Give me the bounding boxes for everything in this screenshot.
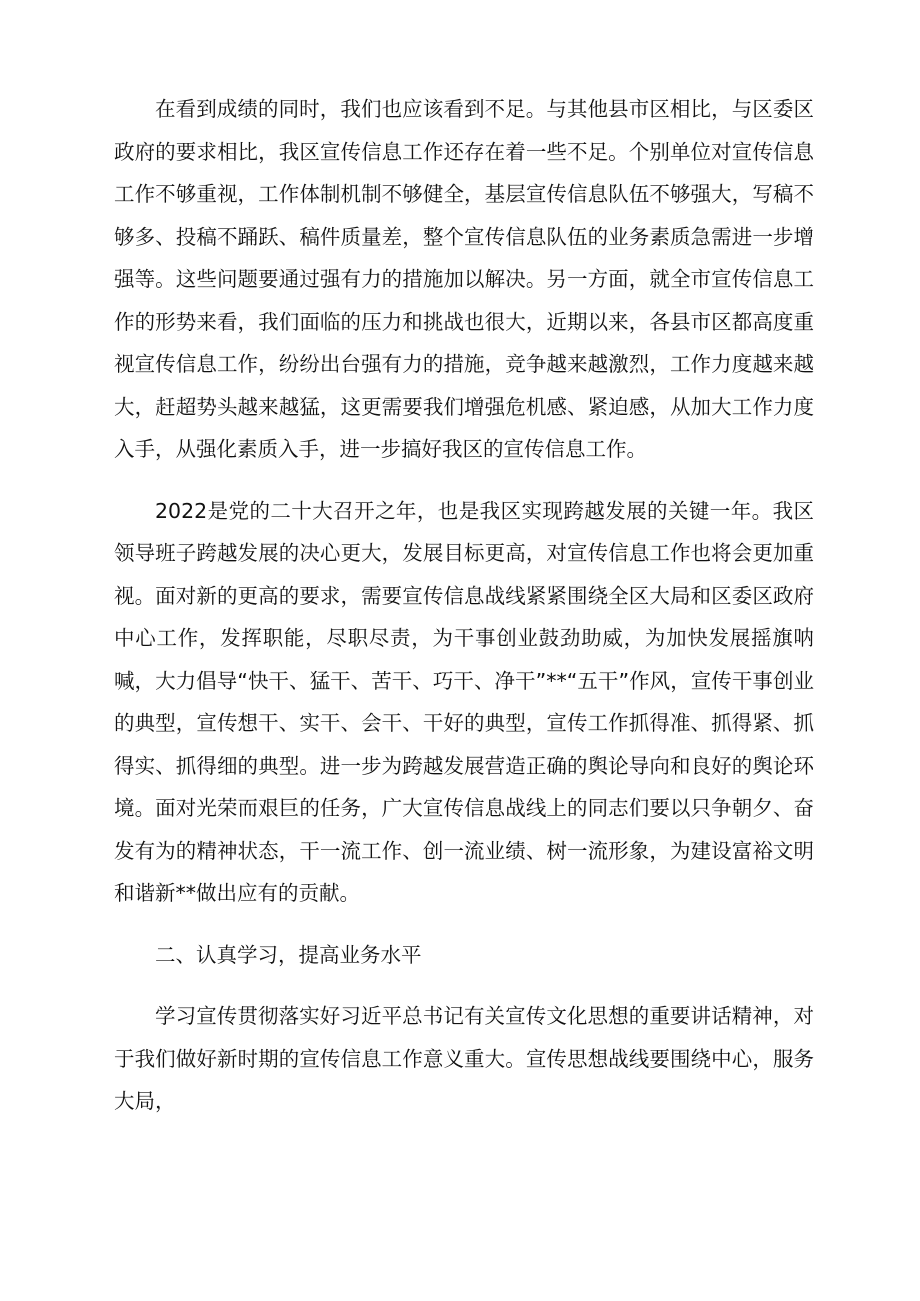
document-body [114, 88, 814, 1123]
paragraph-study: 学习宣传贯彻落实好习近平总书记有关宣传文化思想的重要讲话精神，对于我们做好新时期的宣传信息工作意义重大。宣传思想战线要围绕中心，服务大局， [114, 1004, 814, 1113]
paragraph-2022-goals: 2022是党的二十大召开之年，也是我区实现跨越发展的关键一年。我区领导班子跨越发展的决心更大，发展目标更高，对宣传信息工作也将会更加重视。面对新的更高的要求，需要宣传信息战线紧紧围绕全区大局和区委区政府中心工作，发挥职能，尽职尽责，为干事创业鼓劲助威，为加快发展摇旗呐喊，大力倡导“快干、猛干、苦干、巧干、净干”**“五干”作风，宣传干事创业的典型，宣传想干、实干、会干、干好的典型，宣传工作抓得准、抓得紧、抓得实、抓得细的典型。进一步为跨越发展营造正确的舆论导向和良好的舆论环境。面对光荣而艰巨的任务，广大宣传信息战线上的同志们要以只争朝夕、奋发有为的精神状态，干一流工作、创一流业绩、树一流形象，为建设富裕文明和谐新**做出应有的贡献。 [114, 498, 814, 905]
paragraph-shortcomings: 在看到成绩的同时，我们也应该看到不足。与其他县市区相比，与区委区政府的要求相比，我区宣传信息工作还存在着一些不足。个别单位对宣传信息工作不够重视，工作体制机制不够健全，基层宣传信息队伍不够强大，写稿不够多、投稿不踊跃、稿件质量差，整个宣传信息队伍的业务素质急需进一步增强等。这些问题要通过强有力的措施加以解决。另一方面，就全市宣传信息工作的形势来看，我们面临的压力和挑战也很大，近期以来，各县市区都高度重视宣传信息工作，纷纷出台强有力的措施，竞争越来越激烈，工作力度越来越大，赶超势头越来越猛，这更需要我们增强危机感、紧迫感，从加大工作力度入手，从强化素质入手，进一步搞好我区的宣传信息工作。 [114, 97, 814, 461]
section-heading: 二、认真学习，提高业务水平 [155, 942, 422, 967]
